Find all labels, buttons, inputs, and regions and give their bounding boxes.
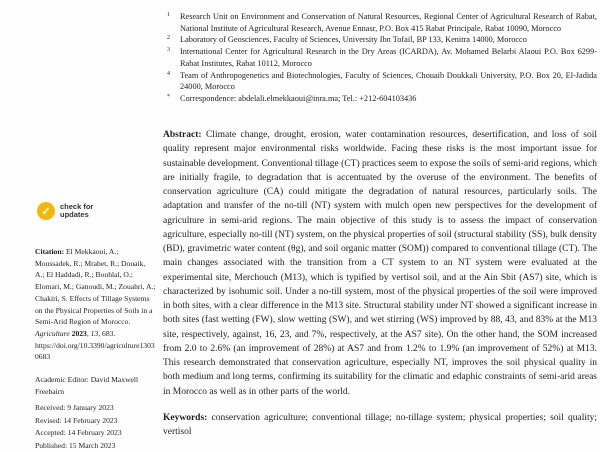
affiliation-text: International Center for Agricultural Research in the Dry Areas (ICARDA), Av. Mohamed Belarbi Alaoui P.O. Box 6299-Rabat Institutes, Rabat 10112, Morocco [180,47,597,68]
date-accepted [35,427,156,440]
citation-journal: Agriculture [35,329,70,338]
correspondence-marker: * [167,92,170,104]
abstract-text: Climate change, drought, erosion, water contamination resources, desertification, and loss of soil quality represent major environmental risks worldwide. Facing these risks is the most important issue for sustainable development. Conventional tillage (CT) practices seem to expose the soils of semi-arid regions, which are initially fragile, to degradation that is accentuated by the overuse of the environment. The benefits of conservation agriculture (CA) could mitigate the degradation of natural resources, particularly soils. The adaptation and transfer of the no-till (NT) system with mulch open new perspectives for the development of agriculture in semi-arid regions. The main objective of this study is to assess the impact of conservation agriculture, especially no-till (NT) system, on the physical properties of soil (structural stability (SS), bulk density (BD), gravimetric water content (θg), and soil organic matter (SOM)) compared to conventional tillage (CT). The main changes associated with the transition from a CT system to an NT system were evaluated at the experimental site, Merchouch (M13), which is typified by vertisol soil, and at the Ain Sbit (AS7) site, which is characterized by isohumic soil. Under a no-till system, most of the physical properties of the soil were improved in both sites, with a clear difference in the M13 site. Structural stability under NT showed a significant increase in both sites (fast wetting (FW), slow wetting (SW), and wet stirring (WS) improved by 88, 43, and 83% at the M13 site, respectively, against, 16, 23, and 7%, respectively, at the AS7 site). On the other hand, the SOM increased from 2.0 to 2.6% (an improvement of 28%) at AS7 and from 1.2% to 1.9% (an improvement of 52%) at M13. This research demonstrated that conservation agriculture, especially NT, improves the soil physical quality in both medium and long terms, confirming its suitability for the climatic and edaphic constraints of semi-arid areas in Morocco as well as in other parts of the world. [163,130,597,397]
affiliation-marker: 1 [167,10,170,22]
badge-label-line1: check for [60,203,93,212]
academic-editor-block [35,374,156,397]
affiliation-marker: 2 [167,33,170,45]
date-label: Received: [35,403,65,412]
sidebar-column [35,0,156,450]
citation-pages: , 683. [98,329,115,338]
citation-title: Effects of Tillage Systems on the Physical Properties of Soils in a Semi-Arid Region of Morocco. [35,294,152,326]
date-value: 14 February 2023 [63,416,117,425]
affiliation-marker: 4 [167,69,170,81]
checkmark-icon [37,202,55,220]
date-value: 14 February 2023 [68,428,122,437]
date-label: Accepted: [35,428,66,437]
checkmark-glyph: ✓ [41,205,50,218]
affiliation-item [163,46,597,69]
correspondence-text: Correspondence: abdelali.elmekkaoui@inra.ma; Tel.: +212-604103436 [180,94,416,103]
main-column [163,0,597,450]
academic-editor-label: Academic Editor: [35,375,89,384]
keywords-label: Keywords: [163,413,207,423]
affiliation-text: Laboratory of Geosciences, Faculty of Sciences, University Ibn Tofail, BP 133, Kenitra 14000, Morocco [180,35,527,44]
keywords-paragraph [163,412,597,439]
badge-label [60,203,93,220]
academic-editor-name: David Maxwell Freebairn [35,375,138,396]
affiliation-item [163,34,597,46]
citation-label: Citation: [35,247,64,256]
affiliation-text: Team of Anthropogenetics and Biotechnologies, Faculty of Sciences, Chouaib Doukkali University, P.O. Box 20, El-Jadida 24000, Morocco [180,71,597,92]
affiliation-marker: 3 [167,45,170,57]
date-label: Revised: [35,416,62,425]
affiliations-list [163,11,597,105]
date-received [35,402,156,415]
citation-block [35,246,156,363]
history-dates [35,402,156,452]
keywords-text: conservation agriculture; conventional tillage; no-tillage system; physical properties; soil quality; vertisol [163,413,597,437]
check-for-updates-badge[interactable] [37,202,93,220]
abstract-label: Abstract: [163,130,202,140]
date-revised [35,415,156,428]
date-value: 9 January 2023 [67,403,113,412]
doi-link[interactable]: https://doi.org/10.3390/agriculture13030683 [35,341,155,362]
affiliation-text: Research Unit on Environment and Conservation of Natural Resources, Regional Center of Agricultural Research of Rabat, National Institute of Agricultural Research, Avenue Ennasr, P.O. Box 415 Rabat Principale, Rabat 10090, Morocco [180,12,597,33]
date-value: 15 March 2023 [69,441,115,450]
badge-label-line2: updates [60,211,93,220]
abstract-paragraph [163,128,597,399]
date-published [35,440,156,452]
date-label: Published: [35,441,67,450]
citation-authors: El Mekkaoui, A.; Moussadek, R.; Mrabet, R.; Douaik, A.; El Haddadi, R.; Bouhlal, O.; Elomari, M.; Ganoudi, M.; Zouahri, A.; Chakiri, S. [35,247,155,303]
citation-year: 2023 [72,329,87,338]
citation-volume: , 13 [87,329,98,338]
affiliation-item [163,11,597,34]
correspondence-line [163,93,597,105]
affiliation-item [163,70,597,93]
